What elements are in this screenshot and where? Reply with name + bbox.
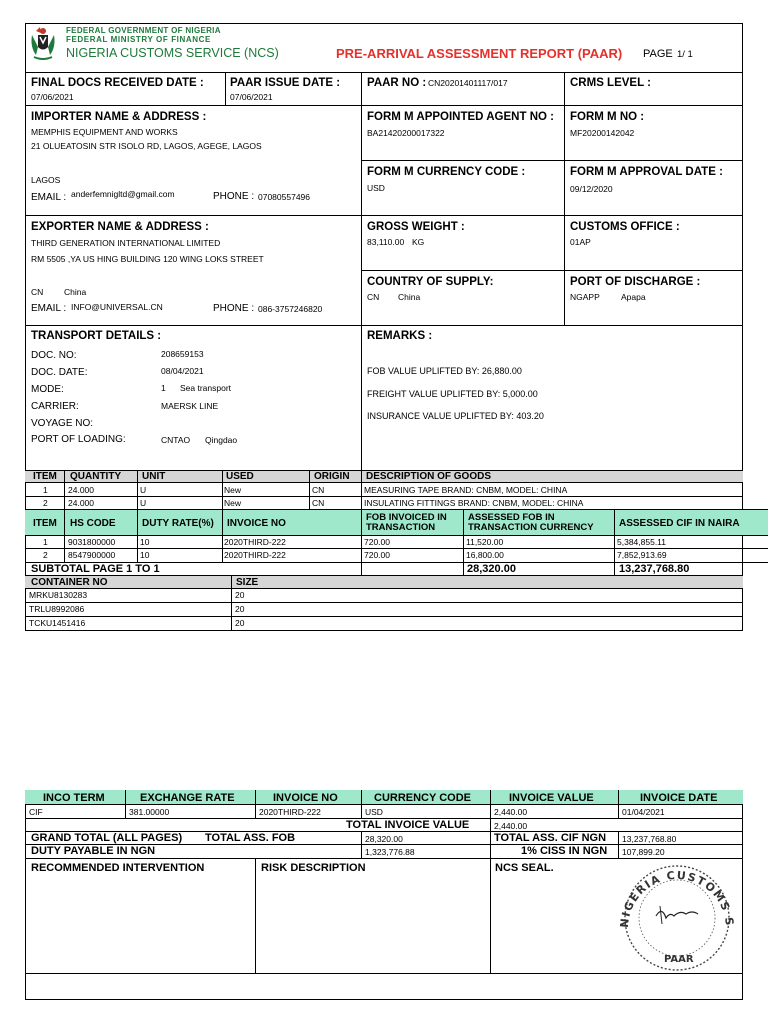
inv-header-inco: INCO TERM — [43, 792, 105, 804]
formm-no-label: FORM M NO : — [570, 111, 645, 123]
final-docs-label: FINAL DOCS RECEIVED DATE : — [31, 77, 204, 89]
carrier-value: MAERSK LINE — [161, 401, 219, 411]
remarks-fob: FOB VALUE UPLIFTED BY: 26,880.00 — [367, 366, 522, 376]
container-row-2-size: 20 — [235, 604, 245, 614]
report-title: PRE-ARRIVAL ASSESSMENT REPORT (PAAR) — [336, 46, 623, 61]
total-invoice-value: 2,440.00 — [494, 821, 528, 831]
seal-arc-text: NIGERIA CUSTOMS S — [617, 868, 737, 929]
item-row-2-used: New — [224, 498, 242, 508]
val-row-1-assessed-fob: 11,520.00 — [466, 537, 504, 547]
discharge-code: NGAPP — [570, 292, 600, 302]
coat-of-arms-icon — [28, 25, 58, 63]
val-header-cif: ASSESSED CIF IN NAIRA — [619, 518, 740, 529]
item-row-1-item: 1 — [43, 485, 48, 495]
container-row-3-size: 20 — [235, 618, 245, 628]
items-header-used: USED — [226, 471, 254, 482]
importer-city: LAGOS — [31, 175, 61, 185]
paar-no-value: CN20201401117/017 — [428, 78, 508, 88]
duty-label: DUTY PAYABLE IN NGN — [31, 845, 156, 857]
val-row-2-assessed-fob: 16,800.00 — [466, 550, 504, 560]
crms-label: CRMS LEVEL : — [570, 77, 651, 89]
importer-email-label: EMAIL : — [31, 192, 67, 203]
item-row-1-unit: U — [140, 485, 147, 495]
doc-date-value: 08/04/2021 — [161, 366, 204, 376]
inv-header-value: INVOICE VALUE — [509, 792, 594, 804]
val-header-hs: HS CODE — [70, 518, 116, 529]
supply-name: China — [398, 292, 421, 302]
currency-label: FORM M CURRENCY CODE : — [367, 166, 526, 178]
val-row-1-hs: 9031800000 — [68, 537, 116, 547]
page-value: 1/ 1 — [677, 49, 693, 60]
item-row-1-qty: 24.000 — [68, 485, 94, 495]
total-fob-label: TOTAL ASS. FOB — [205, 832, 296, 844]
val-row-2-duty: 10 — [140, 550, 150, 560]
container-header-no: CONTAINER NO — [31, 577, 108, 588]
doc-no-label: DOC. NO: — [31, 350, 77, 361]
val-header-fob: FOB INVOICED IN TRANSACTION — [366, 512, 447, 533]
discharge-name: Apapa — [621, 292, 646, 302]
inv-header-currency: CURRENCY CODE — [374, 792, 471, 804]
val-row-1-invoice: 2020THIRD-222 — [224, 537, 286, 547]
total-cif-label: TOTAL ASS. CIF NGN — [494, 832, 607, 844]
item-row-2-unit: U — [140, 498, 147, 508]
importer-phone: 07080557496 — [258, 192, 311, 202]
intervention-label: RECOMMENDED INTERVENTION — [31, 862, 205, 874]
exporter-email: INFO@UNIVERSAL.CN — [71, 302, 163, 312]
item-row-2-origin: CN — [312, 498, 325, 508]
header-service: NIGERIA CUSTOMS SERVICE (NCS) — [66, 46, 279, 60]
item-row-1-origin: CN — [312, 485, 325, 495]
importer-email: anderfemnigltd@gmail.com — [71, 189, 175, 199]
exporter-phone: 086-3757246820 — [258, 304, 323, 314]
item-row-2-item: 2 — [43, 498, 48, 508]
gross-label: GROSS WEIGHT : — [367, 221, 465, 233]
val-header-item: ITEM — [33, 518, 57, 529]
header-ministry: FEDERAL MINISTRY OF FINANCE — [66, 35, 211, 44]
seal-bottom-text: PAAR — [664, 954, 694, 965]
exporter-phone-label: PHONE : — [213, 303, 255, 314]
item-row-2-qty: 24.000 — [68, 498, 94, 508]
inv-row-date: 01/04/2021 — [622, 807, 665, 817]
seal-label: NCS SEAL. — [495, 862, 554, 874]
item-row-1-desc: MEASURING TAPE BRAND: CNBM, MODEL: CHINA — [364, 485, 568, 495]
val-row-1-duty: 10 — [140, 537, 150, 547]
container-header-bg — [25, 575, 743, 589]
doc-no-value: 208659153 — [161, 349, 204, 359]
approval-label: FORM M APPROVAL DATE : — [570, 166, 723, 178]
val-header-invoice: INVOICE NO — [227, 518, 286, 529]
loading-code: CNTAO — [161, 435, 191, 445]
exporter-country: China — [64, 287, 87, 297]
supply-label: COUNTRY OF SUPPLY: — [367, 276, 494, 288]
paar-no-label: PAAR NO : — [367, 77, 427, 89]
inv-header-date: INVOICE DATE — [640, 792, 718, 804]
doc-date-label: DOC. DATE: — [31, 367, 88, 378]
mode-name: Sea transport — [180, 383, 232, 393]
items-header-unit: UNIT — [142, 471, 166, 482]
container-row-2-no: TRLU8992086 — [29, 604, 85, 614]
importer-label: IMPORTER NAME & ADDRESS : — [31, 111, 207, 123]
container-row-3-no: TCKU1451416 — [29, 618, 86, 628]
loading-name: Qingdao — [205, 435, 238, 445]
ciss-label: 1% CISS IN NGN — [521, 845, 608, 857]
remarks-label: REMARKS : — [367, 330, 433, 342]
val-row-2-fob: 720.00 — [364, 550, 390, 560]
transport-label: TRANSPORT DETAILS : — [31, 330, 162, 342]
total-fob-value: 28,320.00 — [365, 834, 403, 844]
subtotal-fob: 28,320.00 — [467, 563, 516, 575]
inv-row-value: 2,440.00 — [494, 807, 528, 817]
importer-phone-label: PHONE : — [213, 191, 255, 202]
header-gov: FEDERAL GOVERNMENT OF NIGERIA — [66, 26, 221, 35]
mode-code: 1 — [161, 383, 166, 393]
exporter-country-code: CN — [31, 287, 44, 297]
exporter-label: EXPORTER NAME & ADDRESS : — [31, 221, 209, 233]
carrier-label: CARRIER: — [31, 401, 79, 412]
subtotal-label: SUBTOTAL PAGE 1 TO 1 — [31, 563, 160, 575]
inv-row-rate: 381.00000 — [129, 807, 170, 817]
approval-value: 09/12/2020 — [570, 184, 613, 194]
container-row-1-size: 20 — [235, 590, 245, 600]
container-row-1-no: MRKU8130283 — [29, 590, 88, 600]
duty-value: 1,323,776.88 — [365, 847, 415, 857]
remarks-insurance: INSURANCE VALUE UPLIFTED BY: 403.20 — [367, 411, 544, 421]
gross-value: 83,110.00 — [367, 237, 405, 247]
voyage-label: VOYAGE NO: — [31, 418, 94, 429]
ncs-seal-stamp — [608, 858, 742, 972]
loading-label: PORT OF LOADING: — [31, 434, 126, 445]
final-docs-value: 07/06/2021 — [31, 92, 74, 102]
supply-code: CN — [367, 292, 380, 302]
val-row-2-hs: 8547900000 — [68, 550, 116, 560]
container-header-size: SIZE — [236, 577, 259, 588]
val-row-1-item: 1 — [43, 537, 48, 547]
page-label: PAGE — [643, 48, 673, 60]
formm-no-value: MF20200142042 — [570, 128, 635, 138]
remarks-freight: FREIGHT VALUE UPLIFTED BY: 5,000.00 — [367, 389, 538, 399]
items-header-origin: ORIGIN — [314, 471, 350, 482]
total-invoice-label: TOTAL INVOICE VALUE — [346, 819, 470, 831]
val-row-2-cif: 7,852,913.69 — [617, 550, 667, 560]
risk-label: RISK DESCRIPTION — [261, 862, 366, 874]
val-row-1-cif: 5,384,855.11 — [617, 537, 666, 547]
items-header-description: DESCRIPTION OF GOODS — [366, 471, 492, 482]
val-row-2-invoice: 2020THIRD-222 — [224, 550, 286, 560]
importer-address: 21 OLUEATOSIN STR ISOLO RD, LAGOS, AGEGE, LAGOS — [31, 141, 262, 151]
agent-label: FORM M APPOINTED AGENT NO : — [367, 111, 554, 123]
paar-issue-value: 07/06/2021 — [230, 92, 273, 102]
agent-value: BA21420200017322 — [367, 128, 445, 138]
exporter-address: RM 5505 ,YA US HING BUILDING 120 WING LOKS STREET — [31, 254, 264, 264]
val-header-duty: DUTY RATE(%) — [142, 518, 214, 529]
total-cif-value: 13,237,768.80 — [622, 834, 677, 844]
ciss-value: 107,899.20 — [622, 847, 665, 857]
grand-total-label: GRAND TOTAL (ALL PAGES) — [31, 832, 183, 844]
items-header-quantity: QUANTITY — [70, 471, 122, 482]
svg-text:NIGERIA CUSTOMS SERVICE — [608, 858, 736, 928]
currency-value: USD — [367, 183, 385, 193]
mode-label: MODE: — [31, 384, 64, 395]
val-row-2-item: 2 — [43, 550, 48, 560]
val-row-1-fob: 720.00 — [364, 537, 390, 547]
customs-value: 01AP — [570, 237, 591, 247]
item-row-1-used: New — [224, 485, 242, 495]
inv-row-invoice: 2020THIRD-222 — [259, 807, 321, 817]
customs-label: CUSTOMS OFFICE : — [570, 221, 680, 233]
item-row-2-desc: INSULATING FITTINGS BRAND: CNBM, MODEL: CHINA — [364, 498, 584, 508]
items-header-item: ITEM — [33, 471, 57, 482]
discharge-label: PORT OF DISCHARGE : — [570, 276, 701, 288]
inv-header-rate: EXCHANGE RATE — [140, 792, 235, 804]
val-header-assessed-fob: ASSESSED FOB IN TRANSACTION CURRENCY — [468, 512, 594, 533]
gross-unit: KG — [412, 237, 425, 247]
inv-row-inco: CIF — [29, 807, 43, 817]
inv-header-invoice: INVOICE NO — [273, 792, 338, 804]
inv-row-currency: USD — [365, 807, 383, 817]
subtotal-cif: 13,237,768.80 — [619, 563, 690, 575]
importer-name: MEMPHIS EQUIPMENT AND WORKS — [31, 127, 178, 137]
exporter-email-label: EMAIL : — [31, 303, 67, 314]
paar-issue-label: PAAR ISSUE DATE : — [230, 77, 341, 89]
exporter-name: THIRD GENERATION INTERNATIONAL LIMITED — [31, 238, 221, 248]
